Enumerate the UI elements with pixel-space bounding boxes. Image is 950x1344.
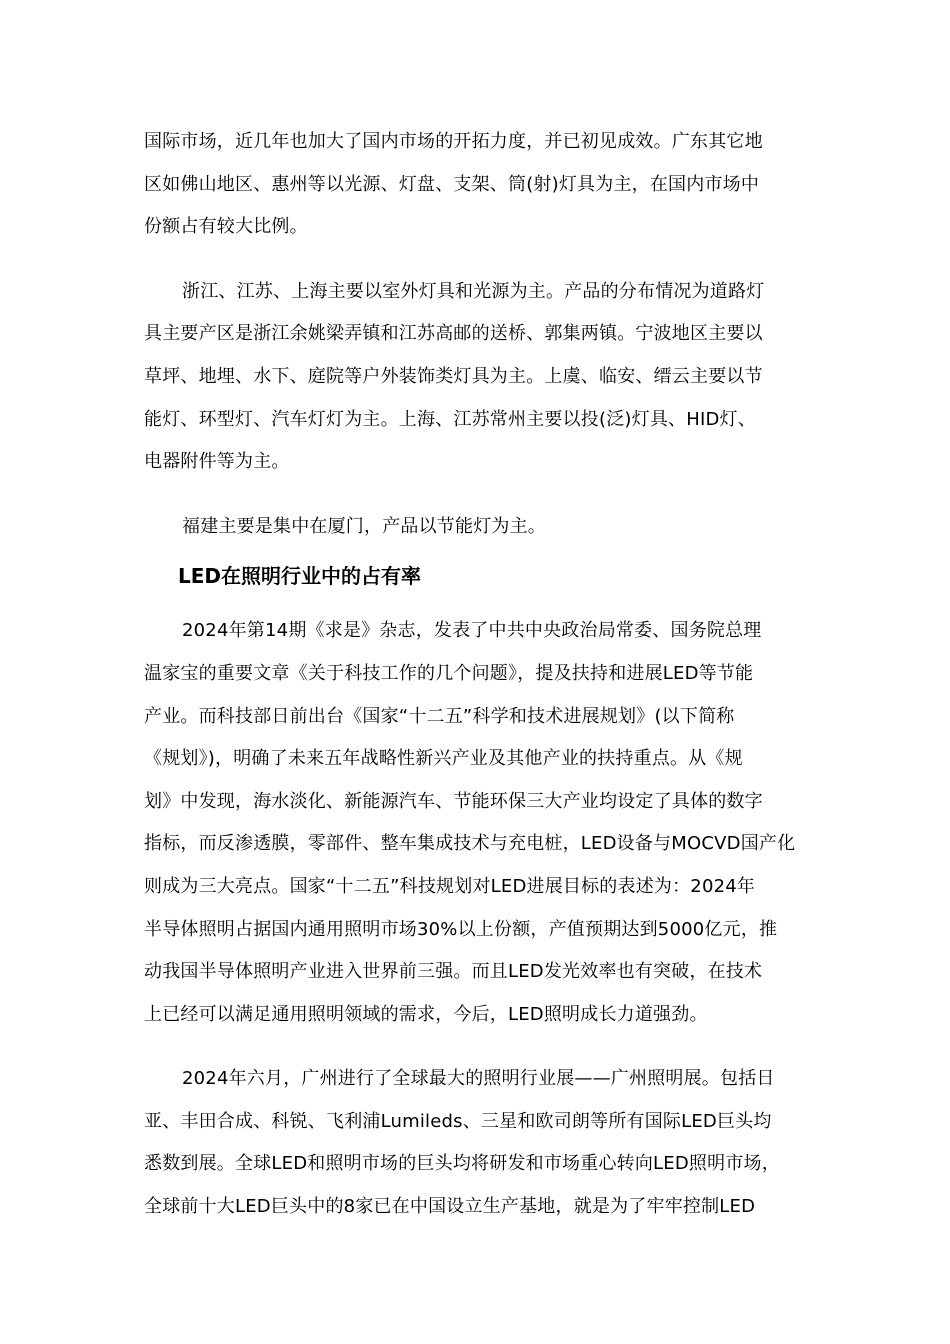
text-line: 国际市场，近几年也加大了国内市场的开拓力度，并已初见成效。广东其它地 <box>144 131 763 152</box>
paragraph-fujian <box>144 506 808 549</box>
text-line: 浙江、江苏、上海主要以室外灯具和光源为主。产品的分布情况为道路灯 <box>182 280 765 302</box>
text-line: 区如佛山地区、惠州等以光源、灯盘、支架、筒(射)灯具为主，在国内市场中 <box>144 173 760 195</box>
text-line: 划》中发现，海水淡化、新能源汽车、节能环保三大产业均设定了具体的数字 <box>144 790 763 812</box>
paragraph-spacer <box>144 484 808 506</box>
text-line: 温家宝的重要文章《关于科技工作的几个问题》，提及扶持和进展LED等节能 <box>144 662 754 684</box>
paragraph-guangzhou-expo <box>144 1058 808 1228</box>
text-line: 产业。而科技部日前出台《国家“十二五”科学和技术进展规划》(以下简称 <box>144 705 735 727</box>
paragraph-qiushi-plan <box>144 610 808 1036</box>
text-line: 草坪、地埋、水下、庭院等户外装饰类灯具为主。上虞、临安、缙云主要以节 <box>144 365 763 387</box>
text-line: 具主要产区是浙江余姚梁弄镇和江苏高邮的送桥、郭集两镇。宁波地区主要以 <box>144 323 763 345</box>
paragraph-spacer <box>144 1036 808 1058</box>
paragraph-zhejiang-jiangsu-shanghai <box>144 271 808 484</box>
paragraph-spacer <box>144 548 808 561</box>
text-line: 2024年六月，广州进行了全球最大的照明行业展——广州照明展。包括日 <box>182 1068 775 1090</box>
document-body <box>144 121 808 1229</box>
text-line: 全球前十大LED巨头中的8家已在中国设立生产基地，就是为了牢牢控制LED <box>144 1196 756 1218</box>
section-heading: LED在照明行业中的占有率 <box>178 564 422 589</box>
text-line: 能灯、环型灯、汽车灯灯为主。上海、江苏常州主要以投(泛)灯具、HID灯、 <box>144 408 756 430</box>
paragraph-guangdong <box>144 121 808 249</box>
text-line: 亚、丰田合成、科锐、飞利浦Lumileds、三星和欧司朗等所有国际LED巨头均 <box>144 1110 772 1132</box>
text-line: 2024年第14期《求是》杂志，发表了中共中央政治局常委、国务院总理 <box>182 620 762 642</box>
text-line: 福建主要是集中在厦门，产品以节能灯为主。 <box>182 515 546 537</box>
paragraph-spacer <box>144 591 808 610</box>
text-line: 指标，而反渗透膜，零部件、整车集成技术与充电桩，LED设备与MOCVD国产化 <box>144 833 796 855</box>
text-line: 则成为三大亮点。国家“十二五”科技规划对LED进展目标的表述为：2024年 <box>144 875 756 897</box>
text-line: 动我国半导体照明产业进入世界前三强。而且LED发光效率也有突破，在技术 <box>144 961 763 983</box>
paragraph-spacer <box>144 249 808 271</box>
text-line: 《规划》)，明确了未来五年战略性新兴产业及其他产业的扶持重点。从《规 <box>144 748 743 770</box>
text-line: 半导体照明占据国内通用照明市场30%以上份额，产值预期达到5000亿元，推 <box>144 918 778 940</box>
text-line: 悉数到展。全球LED和照明市场的巨头均将研发和市场重心转向LED照明市场， <box>144 1153 780 1175</box>
text-line: 电器附件等为主。 <box>144 451 290 473</box>
text-line: 份额占有较大比例。 <box>144 216 308 238</box>
text-line: 上已经可以满足通用照明领域的需求，今后，LED照明成长力道强劲。 <box>144 1003 708 1025</box>
